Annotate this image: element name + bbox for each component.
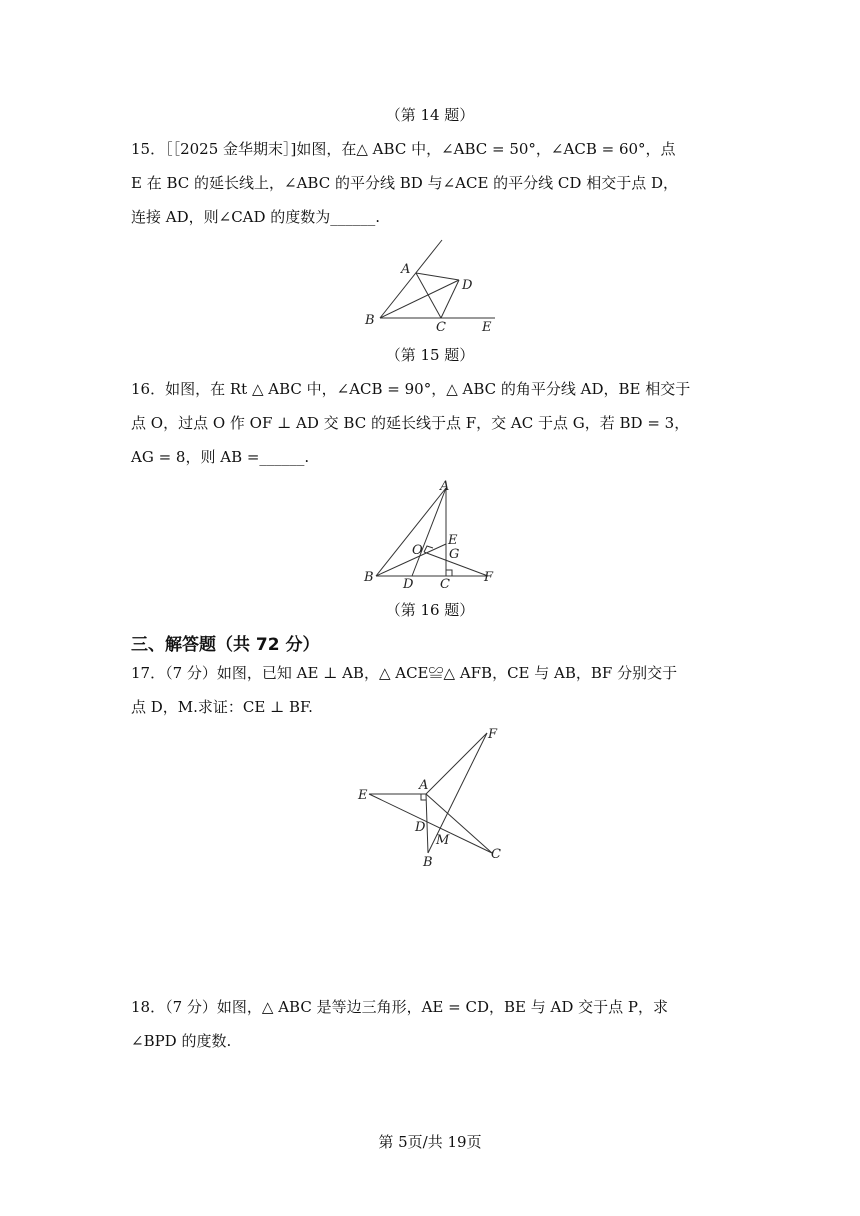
q17-line-ec (369, 794, 492, 853)
q17-line-1: 17．（7 分）如图，已知 AE ⊥ AB，△ ACE≌△ AFB，CE 与 AB，BF 分别交于 (131, 664, 678, 682)
q16-line-1: 16．如图，在 Rt △ ABC 中，∠ACB = 90°，△ ABC 的角平分线 AD，BE 相交于 (131, 380, 691, 398)
q15-line-bd (380, 280, 459, 318)
q16-line-2: 点 O，过点 O 作 OF ⊥ AD 交 BC 的延长线于点 F，交 AC 于点 G，若 BD = 3， (131, 414, 690, 432)
q16-label-d: D (403, 577, 414, 592)
q15-label-e: E (482, 320, 492, 335)
q17-line-ab (426, 794, 428, 853)
q16-label-b: B (364, 570, 374, 585)
q16-label-e: E (448, 533, 458, 548)
q18-line-2: ∠BPD 的度数. (131, 1032, 232, 1050)
q16-right-angle-c (446, 570, 452, 576)
question-15 (131, 132, 731, 234)
q15-line-1: 15．［［2025 金华期末］]如图，在△ ABC 中，∠ABC = 50°，∠ACB = 60°，点 (131, 140, 676, 158)
q15-line-3: 连接 AD，则∠CAD 的度数为______. (131, 208, 381, 226)
question-18 (131, 990, 731, 1058)
q16-line-ab (376, 488, 446, 576)
q16-line-ad (412, 488, 446, 576)
q16-label-c: C (440, 577, 450, 592)
q17-label-f: F (488, 727, 498, 742)
q15-label-c: C (436, 320, 446, 335)
q17-line-2: 点 D，M.求证：CE ⊥ BF. (131, 698, 313, 716)
q16-label-f: F (484, 570, 494, 585)
q16-line-be (376, 544, 446, 576)
figure-q16 (360, 478, 510, 590)
q17-label-b: B (423, 855, 433, 870)
page-number: 第 5页/共 19页 (378, 1133, 482, 1151)
caption-q14: （第 14 题） (385, 106, 475, 124)
q17-right-angle-a (421, 794, 426, 800)
caption-q15: （第 15 题） (385, 346, 475, 364)
q15-line-2: E 在 BC 的延长线上，∠ABC 的平分线 BD 与∠ACE 的平分线 CD 相交于点 D， (131, 174, 678, 192)
q17-label-c: C (491, 847, 501, 862)
q15-label-b: B (365, 313, 375, 328)
q15-line-ad (416, 273, 459, 280)
q17-label-m: M (436, 833, 450, 848)
q17-label-a: A (419, 778, 429, 793)
q16-line-3: AG = 8，则 AB =______. (131, 448, 310, 466)
q17-label-d: D (415, 820, 426, 835)
q17-line-af (426, 733, 487, 794)
question-16 (131, 372, 731, 474)
q18-line-1: 18．（7 分）如图，△ ABC 是等边三角形，AE = CD，BE 与 AD 交于点 P，求 (131, 998, 668, 1016)
section-title: 三、解答题（共 72 分） (131, 635, 320, 655)
q16-label-a: A (440, 479, 450, 494)
q15-label-d: D (462, 278, 473, 293)
q15-label-a: A (401, 262, 411, 277)
q15-line-ac (416, 273, 441, 318)
q16-label-o: O (412, 543, 423, 558)
question-17 (131, 656, 731, 724)
figure-q15 (360, 236, 510, 336)
q17-label-e: E (358, 788, 368, 803)
q15-line-ba-extended (380, 240, 442, 318)
q15-line-cd (441, 280, 459, 318)
figure-q17 (355, 725, 515, 870)
caption-q16: （第 16 题） (385, 601, 475, 619)
q16-label-g: G (449, 547, 460, 562)
